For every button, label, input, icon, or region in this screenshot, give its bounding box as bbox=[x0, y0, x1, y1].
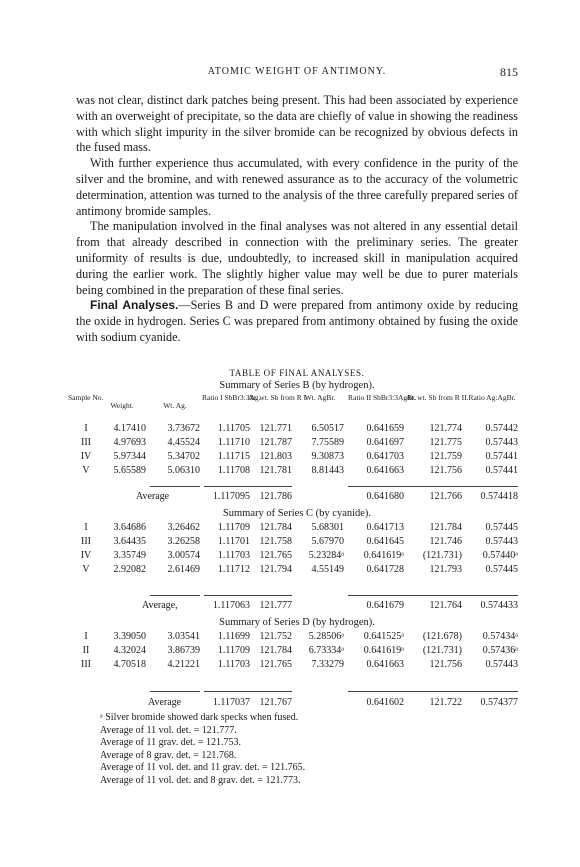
cell-atwt-r1: 121.784 bbox=[259, 645, 292, 656]
footnotes bbox=[100, 712, 520, 787]
cell-atwt-r2: 121.793 bbox=[429, 564, 462, 575]
cell-atwt-r1: 121.765 bbox=[259, 659, 292, 670]
cell-ratio-2: 0.641525ᵃ bbox=[363, 631, 404, 642]
series-c-heading-row bbox=[76, 508, 518, 521]
cell-sample: I bbox=[84, 631, 88, 642]
table-row bbox=[76, 536, 518, 549]
table-row bbox=[76, 659, 518, 672]
cell-ratio-3: 0.57434ᵃ bbox=[482, 631, 518, 642]
cell-wt-ag: 5.06310 bbox=[167, 465, 200, 476]
cell-wt-agbr: 5.23284ᵃ bbox=[308, 550, 344, 561]
cell-ratio-2: 0.641659 bbox=[366, 423, 404, 434]
page-number: 815 bbox=[500, 65, 518, 79]
sum-rule bbox=[150, 595, 200, 596]
cell-wt-ag: 3.00574 bbox=[167, 550, 200, 561]
sum-rule bbox=[204, 595, 292, 596]
table-header-row bbox=[68, 393, 518, 410]
table-row bbox=[76, 645, 518, 658]
cell-wt-ag: 4.45524 bbox=[167, 437, 200, 448]
average-atwt-r1: 121.777 bbox=[259, 600, 292, 611]
cell-wt-agbr: 7.75589 bbox=[311, 437, 344, 448]
paragraph-2: With further experience thus accumulated, with every confidence in the purity of the silver and the bromine, and with renewed assurance as to the accuracy of the volumetric determination, attention was turned to the analysis of the three carefully prepared series of antimony bromide samples. bbox=[76, 156, 518, 218]
cell-atwt-r1: 121.752 bbox=[259, 631, 292, 642]
series-d-heading: Summary of Series D (by hydrogen). bbox=[219, 617, 375, 628]
cell-atwt-r1: 121.758 bbox=[259, 536, 292, 547]
cell-wt-ag: 3.26462 bbox=[167, 522, 200, 533]
cell-atwt-r2: 121.759 bbox=[429, 451, 462, 462]
cell-atwt-r1: 121.771 bbox=[259, 423, 292, 434]
running-header bbox=[76, 66, 518, 82]
table-row bbox=[76, 423, 518, 436]
cell-atwt-r1: 121.765 bbox=[259, 550, 292, 561]
series-b-average-row bbox=[76, 491, 518, 504]
cell-ratio-2: 0.641619ᵃ bbox=[363, 550, 404, 561]
cell-atwt-r2: 121.756 bbox=[429, 659, 462, 670]
cell-atwt-r1: 121.784 bbox=[259, 522, 292, 533]
cell-weight: 5.65589 bbox=[113, 465, 146, 476]
cell-wt-agbr: 9.30873 bbox=[311, 451, 344, 462]
cell-wt-agbr: 6.73334ᵃ bbox=[308, 645, 344, 656]
average-atwt-r1: 121.786 bbox=[259, 491, 292, 502]
cell-ratio-1: 1.11709 bbox=[217, 645, 250, 656]
cell-ratio-1: 1.11712 bbox=[217, 564, 250, 575]
col-header-atwt-r2: At. wt. Sb from R II. bbox=[406, 393, 469, 402]
cell-wt-ag: 2.61469 bbox=[167, 564, 200, 575]
table-row bbox=[76, 564, 518, 577]
cell-ratio-2: 0.641663 bbox=[366, 465, 404, 476]
cell-weight: 4.97693 bbox=[113, 437, 146, 448]
cell-atwt-r2: 121.774 bbox=[429, 423, 462, 434]
table-row bbox=[76, 631, 518, 644]
cell-atwt-r2: 121.746 bbox=[429, 536, 462, 547]
series-c-average-row bbox=[76, 600, 518, 613]
cell-sample: III bbox=[81, 659, 91, 670]
average-atwt-r2: 121.766 bbox=[429, 491, 462, 502]
running-title: ATOMIC WEIGHT OF ANTIMONY. bbox=[207, 66, 387, 77]
cell-ratio-2: 0.641663 bbox=[366, 659, 404, 670]
footnote-specks: ᵃ Silver bromide showed dark specks when fused. bbox=[100, 712, 299, 723]
cell-sample: V bbox=[82, 465, 90, 476]
footnote-average-vol-grav-11: Average of 11 vol. det. and 11 grav. det. = 121.765. bbox=[100, 762, 306, 773]
average-ratio-2: 0.641602 bbox=[366, 697, 404, 708]
footnote-average-grav-11: Average of 11 grav. det. = 121.753. bbox=[100, 737, 242, 748]
paragraph-4 bbox=[76, 298, 518, 345]
cell-atwt-r2: (121.731) bbox=[422, 645, 462, 656]
cell-sample: III bbox=[81, 437, 91, 448]
cell-wt-agbr: 7.33279 bbox=[311, 659, 344, 670]
cell-ratio-2: 0.641703 bbox=[366, 451, 404, 462]
cell-weight: 2.92082 bbox=[113, 564, 146, 575]
cell-wt-agbr: 5.68301 bbox=[311, 522, 344, 533]
average-atwt-r2: 121.722 bbox=[429, 697, 462, 708]
table-row bbox=[76, 437, 518, 450]
cell-wt-ag: 4.21221 bbox=[167, 659, 200, 670]
cell-ratio-2: 0.641619ᵃ bbox=[363, 645, 404, 656]
average-atwt-r1: 121.767 bbox=[259, 697, 292, 708]
cell-wt-ag: 3.26258 bbox=[167, 536, 200, 547]
cell-ratio-3: 0.57445 bbox=[485, 522, 518, 533]
cell-atwt-r2: 121.784 bbox=[429, 522, 462, 533]
col-header-ratio-2: Ratio II SbBr3:3AgBr. bbox=[348, 393, 417, 402]
cell-atwt-r2: (121.678) bbox=[422, 631, 462, 642]
cell-ratio-2: 0.641728 bbox=[366, 564, 404, 575]
cell-ratio-2: 0.641713 bbox=[366, 522, 404, 533]
cell-atwt-r1: 121.787 bbox=[259, 437, 292, 448]
cell-wt-ag: 3.86739 bbox=[167, 645, 200, 656]
cell-wt-ag: 3.73672 bbox=[167, 423, 200, 434]
cell-ratio-3: 0.57443 bbox=[485, 659, 518, 670]
table-title: TABLE OF FINAL ANALYSES. bbox=[229, 368, 365, 378]
average-label: Average bbox=[136, 491, 170, 502]
table-row bbox=[76, 451, 518, 464]
col-header-wt-agbr: Wt. AgBr. bbox=[304, 393, 336, 402]
cell-ratio-1: 1.11705 bbox=[217, 423, 250, 434]
sum-rule bbox=[348, 691, 518, 692]
cell-ratio-1: 1.11699 bbox=[217, 631, 250, 642]
cell-atwt-r2: (121.731) bbox=[422, 550, 462, 561]
col-header-ratio-1: Ratio I SbBr3:3Ag. bbox=[202, 393, 261, 402]
cell-wt-agbr: 6.50517 bbox=[311, 423, 344, 434]
footnote-average-vol: Average of 11 vol. det. = 121.777. bbox=[100, 724, 237, 736]
average-ratio-1: 1.117037 bbox=[212, 697, 250, 708]
table-row bbox=[76, 465, 518, 478]
cell-ratio-3: 0.57441 bbox=[485, 451, 518, 462]
sum-rule bbox=[204, 486, 292, 487]
series-d-average-row bbox=[76, 697, 518, 710]
cell-ratio-3: 0.57445 bbox=[485, 564, 518, 575]
average-ratio-2: 0.641680 bbox=[366, 491, 404, 502]
series-b-heading: Summary of Series B (by hydrogen). bbox=[219, 380, 375, 391]
cell-ratio-1: 1.11703 bbox=[217, 550, 250, 561]
average-ratio-1: 1.117063 bbox=[212, 600, 250, 611]
cell-ratio-3: 0.57443 bbox=[485, 536, 518, 547]
cell-sample: II bbox=[82, 645, 90, 656]
series-c-heading: Summary of Series C (by cyanide). bbox=[222, 508, 372, 519]
table-row bbox=[76, 550, 518, 563]
footnote-average-vol-grav-8: Average of 11 vol. det. and 8 grav. det. = 121.773. bbox=[100, 774, 301, 786]
cell-ratio-3: 0.57441 bbox=[485, 465, 518, 476]
average-ratio-3: 0.574433 bbox=[480, 600, 518, 611]
paragraph-1: was not clear, distinct dark patches being present. This had been associated by experience with an overweight of precipitate, so the data are chiefly of value in showing the readiness with which slight impurity in the silver bromide can be recognized by obvious defects in the fused mass. bbox=[76, 93, 518, 155]
cell-wt-agbr: 5.28506ᵃ bbox=[308, 631, 344, 642]
cell-ratio-3: 0.57440ᵃ bbox=[482, 550, 518, 561]
cell-sample: IV bbox=[80, 550, 92, 561]
average-label: Average, bbox=[142, 600, 178, 611]
table-row bbox=[76, 522, 518, 535]
cell-ratio-1: 1.11710 bbox=[217, 437, 250, 448]
sum-rule bbox=[348, 595, 518, 596]
cell-ratio-3: 0.57436ᵃ bbox=[482, 645, 518, 656]
cell-weight: 3.39050 bbox=[113, 631, 146, 642]
cell-atwt-r1: 121.781 bbox=[259, 465, 292, 476]
col-header-sample: Sample No. bbox=[68, 393, 104, 402]
cell-weight: 4.17410 bbox=[113, 423, 146, 434]
cell-atwt-r1: 121.794 bbox=[259, 564, 292, 575]
body-text bbox=[76, 93, 518, 346]
cell-ratio-1: 1.11715 bbox=[217, 451, 250, 462]
cell-weight: 4.32024 bbox=[113, 645, 146, 656]
average-ratio-2: 0.641679 bbox=[366, 600, 404, 611]
cell-sample: IV bbox=[80, 451, 92, 462]
series-d-heading-row bbox=[76, 617, 518, 630]
col-header-wt-ag: Wt. Ag. bbox=[163, 401, 187, 410]
cell-ratio-3: 0.57442 bbox=[485, 423, 518, 434]
cell-ratio-2: 0.641697 bbox=[366, 437, 404, 448]
cell-ratio-2: 0.641645 bbox=[366, 536, 404, 547]
cell-atwt-r2: 121.756 bbox=[429, 465, 462, 476]
average-atwt-r2: 121.764 bbox=[429, 600, 462, 611]
cell-ratio-1: 1.11703 bbox=[217, 659, 250, 670]
footnote-average-grav-8: Average of 8 grav. det. = 121.768. bbox=[100, 749, 237, 761]
section-heading-final-analyses: Final Analyses. bbox=[90, 298, 179, 313]
cell-wt-ag: 3.03541 bbox=[167, 631, 200, 642]
cell-atwt-r2: 121.775 bbox=[429, 437, 462, 448]
cell-sample: III bbox=[81, 536, 91, 547]
col-header-atwt-r1: At. wt. Sb from R I. bbox=[248, 393, 308, 402]
cell-ratio-1: 1.11701 bbox=[217, 536, 250, 547]
cell-wt-agbr: 5.67970 bbox=[311, 536, 344, 547]
cell-weight: 5.97344 bbox=[113, 451, 146, 462]
cell-wt-agbr: 8.81443 bbox=[311, 465, 344, 476]
cell-sample: I bbox=[84, 522, 88, 533]
cell-sample: I bbox=[84, 423, 88, 434]
paragraph-3: The manipulation involved in the final analyses was not altered in any essential detail from that already described in connection with the preliminary series. The greater uniformity of results is due, undoubtedly, to increased skill in manipulation acquired during the earlier work. The slightly higher value may well be due to purer materials being combined in the preparation of these final series. bbox=[76, 219, 518, 297]
sum-rule bbox=[150, 486, 200, 487]
cell-ratio-1: 1.11709 bbox=[217, 522, 250, 533]
cell-ratio-1: 1.11708 bbox=[217, 465, 250, 476]
cell-wt-ag: 5.34702 bbox=[167, 451, 200, 462]
cell-atwt-r1: 121.803 bbox=[259, 451, 292, 462]
paragraph-4-text: —Series B and D were prepared from antimony oxide by reducing the oxide in hydrogen. Series C was prepared from antimony obtained by fusing the oxide with sodium cyanide. bbox=[76, 298, 518, 344]
average-label: Average bbox=[148, 697, 182, 708]
sum-rule bbox=[204, 691, 292, 692]
cell-weight: 3.64435 bbox=[113, 536, 146, 547]
cell-ratio-3: 0.57443 bbox=[485, 437, 518, 448]
average-ratio-3: 0.574377 bbox=[480, 697, 518, 708]
col-header-weight: Weight. bbox=[110, 401, 134, 410]
cell-weight: 3.35749 bbox=[113, 550, 146, 561]
sum-rule bbox=[348, 486, 518, 487]
cell-wt-agbr: 4.55149 bbox=[311, 564, 344, 575]
cell-weight: 3.64686 bbox=[113, 522, 146, 533]
average-ratio-1: 1.117095 bbox=[212, 491, 250, 502]
cell-sample: V bbox=[82, 564, 90, 575]
average-ratio-3: 0.574418 bbox=[480, 491, 518, 502]
col-header-ratio-3: Ratio Ag:AgBr. bbox=[468, 393, 516, 402]
cell-weight: 4.70518 bbox=[113, 659, 146, 670]
sum-rule bbox=[150, 691, 200, 692]
